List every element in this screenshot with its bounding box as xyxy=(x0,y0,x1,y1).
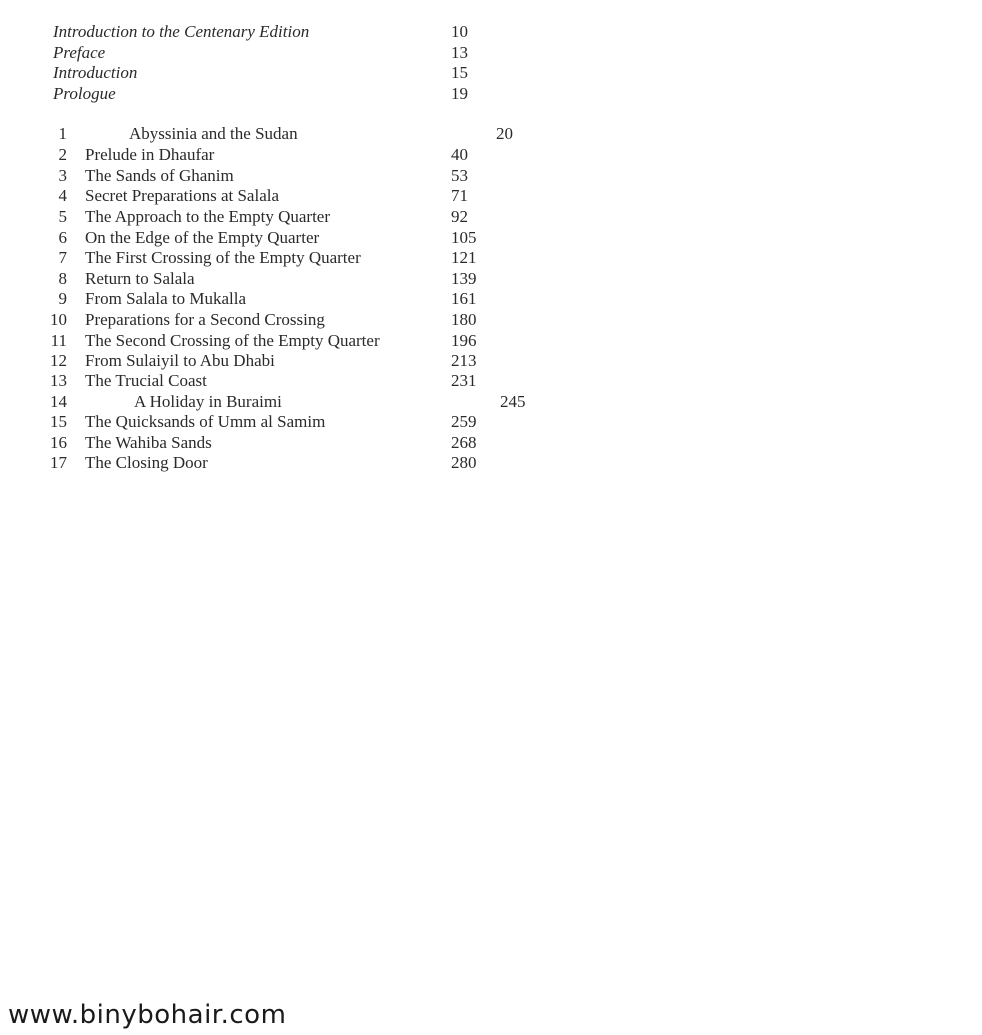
front-matter-page: 15 xyxy=(451,63,468,82)
chapter-page: 53 xyxy=(451,166,468,185)
chapter-title: On the Edge of the Empty Quarter xyxy=(85,228,320,247)
chapter-title: Prelude in Dhaufar xyxy=(85,145,215,164)
chapter-number: 13 xyxy=(50,371,67,390)
chapter-page: 268 xyxy=(451,433,477,452)
front-matter-title: Preface xyxy=(53,43,106,62)
chapter-page: 105 xyxy=(451,228,477,247)
chapter-number: 11 xyxy=(50,331,67,350)
front-matter-title: Introduction xyxy=(53,63,138,82)
chapter-number: 10 xyxy=(50,310,67,329)
chapter-page: 161 xyxy=(451,289,477,308)
chapter-number: 12 xyxy=(50,351,67,370)
front-matter-page: 13 xyxy=(451,43,468,62)
chapter-page: 180 xyxy=(451,310,477,329)
chapter-title: Return to Salala xyxy=(85,269,195,288)
chapter-title: Secret Preparations at Salala xyxy=(85,186,280,205)
chapter-title: The First Crossing of the Empty Quarter xyxy=(85,248,361,267)
chapter-number: 17 xyxy=(50,453,67,472)
chapter-title: The Second Crossing of the Empty Quarter xyxy=(85,331,380,350)
chapter-number: 9 xyxy=(58,289,67,308)
chapter-title: The Closing Door xyxy=(85,453,208,472)
chapter-number: 5 xyxy=(58,207,67,226)
chapter-title: From Sulaiyil to Abu Dhabi xyxy=(85,351,275,370)
chapter-page: 259 xyxy=(451,412,477,431)
chapter-number: 8 xyxy=(58,269,67,288)
chapter-title: The Quicksands of Umm al Samim xyxy=(85,412,326,431)
chapter-title: The Sands of Ghanim xyxy=(85,166,234,185)
chapter-page: 213 xyxy=(451,351,477,370)
front-matter-title: Introduction to the Centenary Edition xyxy=(53,22,310,41)
chapter-page: 231 xyxy=(451,371,477,390)
chapter-page: 92 xyxy=(451,207,468,226)
chapter-page: 71 xyxy=(451,186,468,205)
front-matter-title: Prologue xyxy=(53,84,116,103)
chapter-page: 121 xyxy=(451,248,477,267)
chapter-page: 40 xyxy=(451,145,468,164)
chapter-number: 1 xyxy=(58,124,67,143)
front-matter-page: 19 xyxy=(451,84,468,103)
chapter-number: 15 xyxy=(50,412,67,431)
chapter-title: The Trucial Coast xyxy=(85,371,207,390)
chapter-number: 7 xyxy=(58,248,67,267)
chapter-title: The Approach to the Empty Quarter xyxy=(85,207,331,226)
chapter-page: 196 xyxy=(451,331,477,350)
chapter-page: 20 xyxy=(496,124,513,143)
chapter-page: 245 xyxy=(500,392,526,411)
chapter-number: 6 xyxy=(58,228,67,247)
chapter-number: 4 xyxy=(58,186,67,205)
chapter-number: 2 xyxy=(58,145,67,164)
chapter-page: 280 xyxy=(451,453,477,472)
chapter-title: Abyssinia and the Sudan xyxy=(129,124,298,143)
chapter-number: 14 xyxy=(50,392,67,411)
chapter-title: A Holiday in Buraimi xyxy=(134,392,282,411)
front-matter-page: 10 xyxy=(451,22,468,41)
chapter-number: 3 xyxy=(58,166,67,185)
chapter-title: From Salala to Mukalla xyxy=(85,289,247,308)
chapter-number: 16 xyxy=(50,433,67,452)
chapter-title: The Wahiba Sands xyxy=(85,433,212,452)
chapter-title: Preparations for a Second Crossing xyxy=(85,310,325,329)
chapter-page: 139 xyxy=(451,269,477,288)
site-watermark: www.binybohair.com xyxy=(8,1000,287,1030)
